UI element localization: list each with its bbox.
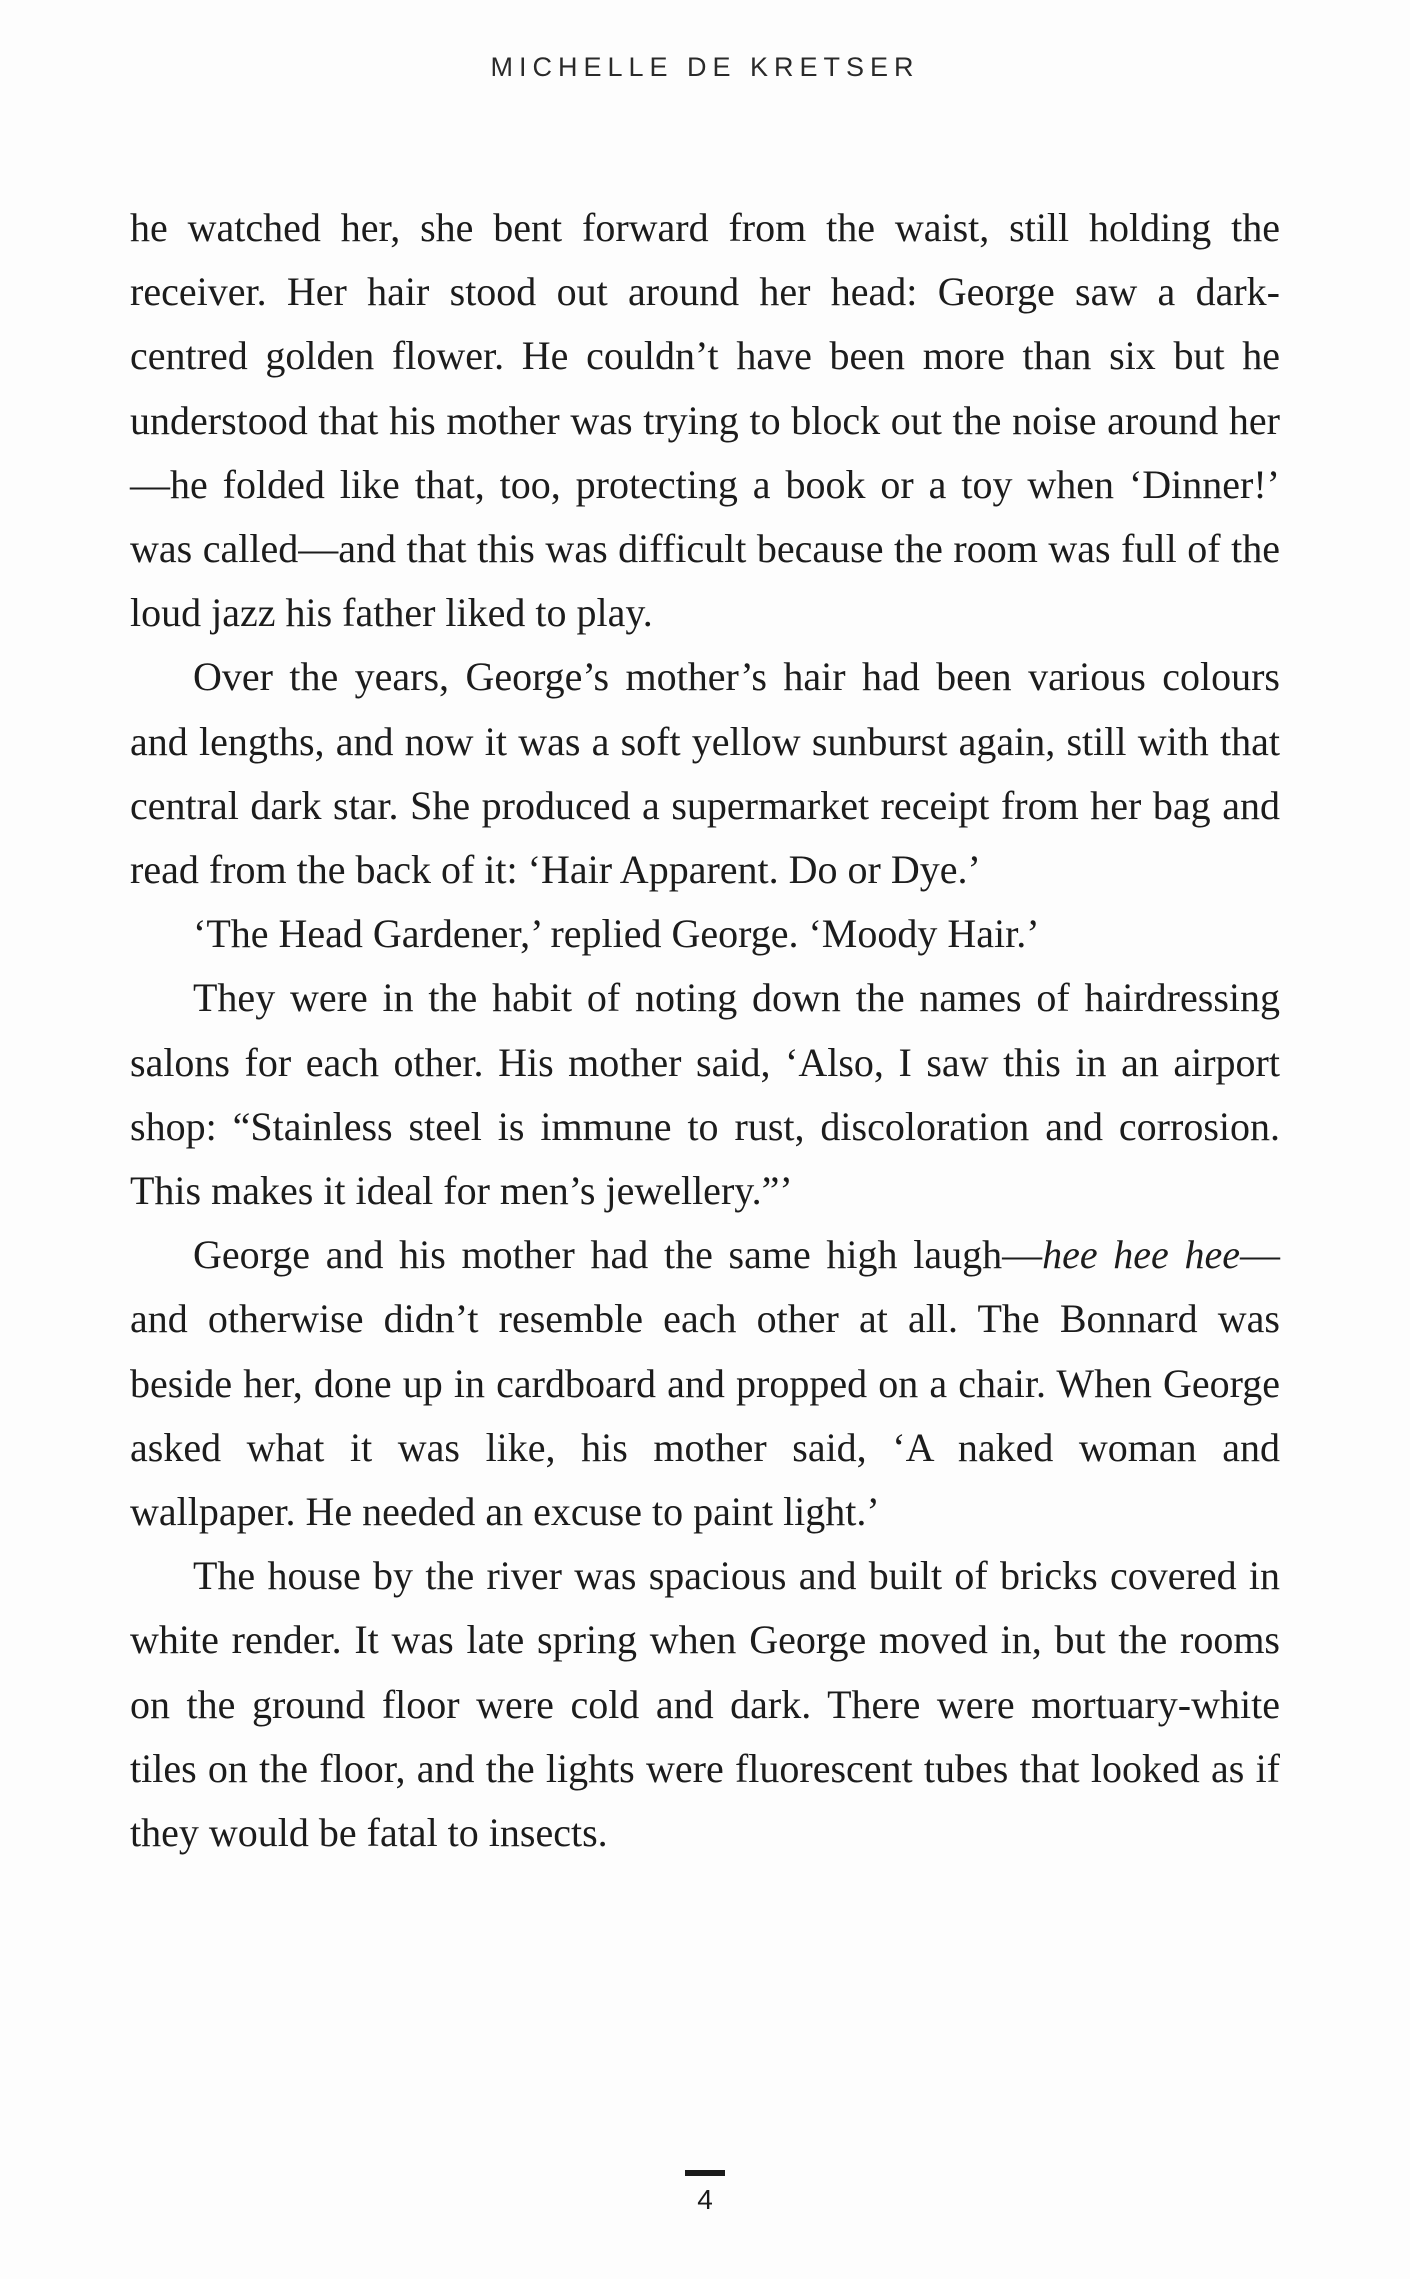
body-text — [130, 196, 1280, 1865]
paragraph — [130, 966, 1280, 1223]
page-number: 4 — [697, 2184, 713, 2215]
text-segment: Over the years, George’s mother’s hair had been various colours and lengths, and now it was a soft yellow sunburst again, still with that central dark star. She produced a supermarket receipt from her bag and read from the back of it: ‘Hair Apparent. Do or Dye.’ — [130, 654, 1280, 893]
paragraph — [130, 645, 1280, 902]
paragraph — [130, 1544, 1280, 1865]
paragraph — [130, 902, 1280, 966]
text-segment: he watched her, she bent forward from the waist, still holding the receiver. Her hair stood out around her head: George saw a dark-centred golden flower. He couldn’t have been more than six but he understood that his mother was trying to block out the noise around her—he folded like that, too, protecting a book or a toy when ‘Dinner!’ was called—and that this was difficult because the room was full of the loud jazz his father liked to play. — [130, 205, 1280, 636]
paragraph — [130, 1223, 1280, 1544]
text-segment: The house by the river was spacious and built of bricks covered in white render. It was late spring when George moved in, but the rooms on the ground floor were cold and dark. There were mortuary-white tiles on the floor, and the lights were fluorescent tubes that looked as if they would be fatal to insects. — [130, 1553, 1280, 1856]
folio-rule — [685, 2170, 725, 2176]
text-segment: They were in the habit of noting down the names of hairdressing salons for each other. His mother said, ‘Also, I saw this in an airport shop: “Stainless steel is immune to rust, discoloration and corrosion. This makes it ideal for men’s jewellery.”’ — [130, 975, 1280, 1214]
paragraph — [130, 196, 1280, 645]
italic-text-segment: hee hee hee — [1042, 1232, 1240, 1278]
running-head: MICHELLE DE KRETSER — [490, 52, 920, 82]
text-segment: ‘The Head Gardener,’ replied George. ‘Moody Hair.’ — [193, 911, 1040, 957]
text-segment: —and otherwise didn’t resemble each other at all. The Bonnard was beside her, done up in cardboard and propped on a chair. When George asked what it was like, his mother said, ‘A naked woman and wallpaper. He needed an excuse to paint light.’ — [130, 1232, 1280, 1535]
text-segment: George and his mother had the same high laugh— — [193, 1232, 1043, 1278]
